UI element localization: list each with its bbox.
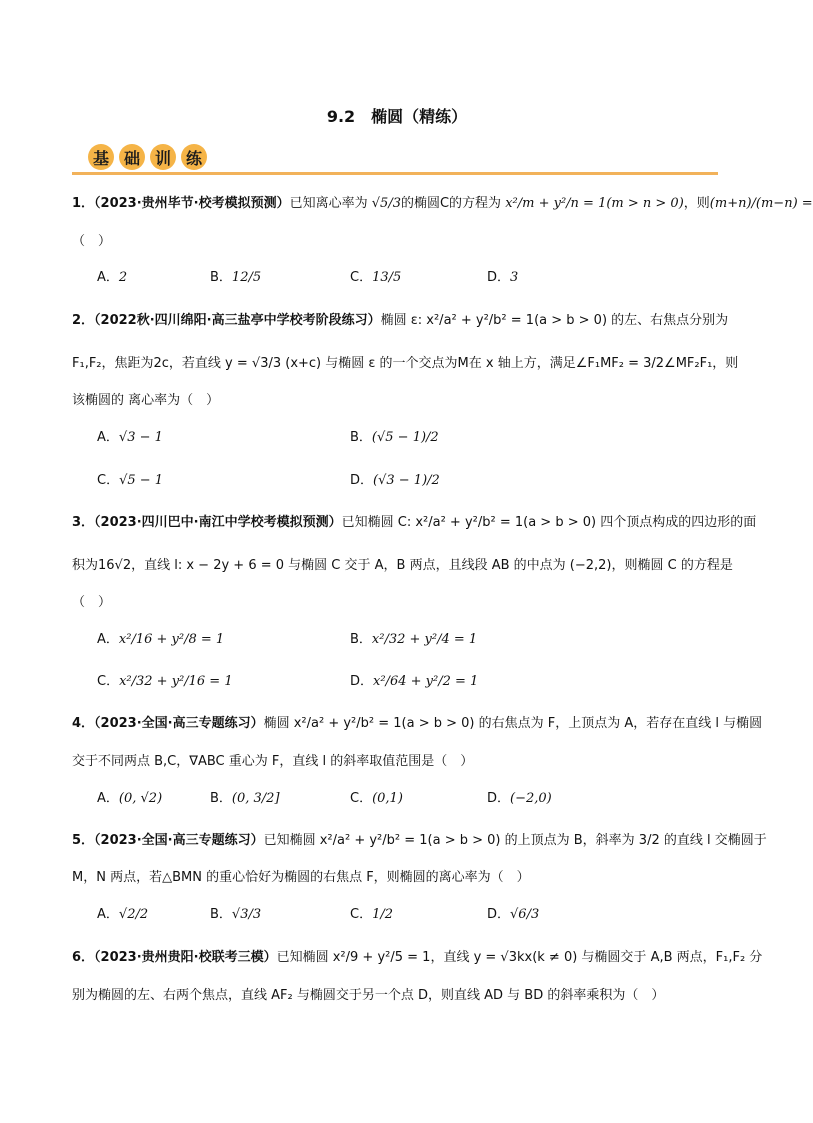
option-d: D．(√3 − 1)/2 [350, 473, 440, 488]
question-text: F₁,F₂，焦距为2c，若直线 y = √3/3 (x+c) 与椭圆 ε 的一个交点为M在 x 轴上方，满足∠F₁MF₂ = 3/2∠MF₂F₁，则 [72, 356, 739, 371]
section-banner [88, 144, 207, 170]
question-number: 5． [72, 833, 95, 848]
option-b: B．(0, 3/2] [210, 791, 280, 806]
option-c: C．√5 − 1 [97, 473, 164, 488]
question-number: 6． [72, 950, 95, 965]
question-source: （2023·全国·高三专题练习） [94, 716, 264, 731]
option-d: D．(−2,0) [487, 791, 552, 806]
question-text: 椭圆 ε: x²/a² + y²/b² = 1(a > b > 0) 的左、右焦点分别为 [380, 313, 729, 328]
banner-char: 基 [88, 144, 114, 170]
question-text: 已知椭圆 x²/a² + y²/b² = 1(a > b > 0) 的上顶点为 B，斜率为 3/2 的直线 l 交椭圆于 [263, 833, 767, 848]
question-text: （ ） [72, 595, 112, 610]
question-source: （2022秋·四川绵阳·高三盐亭中学校考阶段练习） [94, 313, 381, 328]
question-text: 的椭圆C的方程为 [400, 196, 502, 211]
question-4 [72, 712, 762, 731]
banner-char: 练 [181, 144, 207, 170]
option-c: C．x²/32 + y²/16 = 1 [97, 674, 233, 689]
option-b: B．√3/3 [210, 907, 262, 922]
question-text: ，则 [683, 196, 710, 211]
banner-char: 训 [150, 144, 176, 170]
question-6 [72, 946, 762, 965]
option-a: A．2 [97, 270, 128, 285]
math-expression: (m+n)/(m−n) = [709, 196, 813, 211]
option-c: C．13/5 [350, 270, 402, 285]
option-a: A．x²/16 + y²/8 = 1 [97, 632, 225, 647]
question-number: 3． [72, 515, 95, 530]
question-1 [72, 192, 813, 211]
question-text: 该椭圆的 离心率为（ ） [72, 393, 220, 408]
math-expression: x²/m + y²/n = 1(m > n > 0) [505, 196, 684, 211]
question-text: 已知椭圆 C: x²/a² + y²/b² = 1(a > b > 0) 四个顶点构成的四边形的面 [341, 515, 757, 530]
question-text: 已知椭圆 x²/9 + y²/5 = 1，直线 y = √3kx(k ≠ 0) 与椭圆交于 A,B 两点，F₁,F₂ 分 [276, 950, 763, 965]
question-source: （2023·四川巴中·南江中学校考模拟预测） [94, 515, 342, 530]
option-b: B．x²/32 + y²/4 = 1 [350, 632, 478, 647]
option-b: B．(√5 − 1)/2 [350, 430, 439, 445]
option-c: C．(0,1) [350, 791, 403, 806]
question-text: 交于不同两点 B,C，∇ABC 重心为 F，直线 l 的斜率取值范围是（ ） [72, 754, 474, 769]
option-d: D．3 [487, 270, 519, 285]
question-number: 2． [72, 313, 95, 328]
page-title: 9.2 椭圆（精练） [326, 107, 468, 126]
option-d: D．√6/3 [487, 907, 540, 922]
option-a: A．(0, √2) [97, 791, 163, 806]
question-text: 已知离心率为 [289, 196, 368, 211]
section-divider [72, 172, 718, 175]
question-text: 积为16√2，直线 l: x − 2y + 6 = 0 与椭圆 C 交于 A，B 两点，且线段 AB 的中点为 (−2,2)，则椭圆 C 的方程是 [72, 558, 733, 573]
option-c: C．1/2 [350, 907, 393, 922]
question-2 [72, 309, 728, 328]
question-number: 4． [72, 716, 95, 731]
question-3 [72, 511, 756, 530]
option-a: A．√3 − 1 [97, 430, 163, 445]
question-source: （2023·贵州贵阳·校联考三模） [94, 950, 277, 965]
option-a: A．√2/2 [97, 907, 149, 922]
question-text: 椭圆 x²/a² + y²/b² = 1(a > b > 0) 的右焦点为 F，上顶点为 A，若存在直线 l 与椭圆 [263, 716, 763, 731]
question-5 [72, 829, 767, 848]
question-text: M，N 两点，若△BMN 的重心恰好为椭圆的右焦点 F，则椭圆的离心率为（ ） [72, 870, 530, 885]
question-source: （2023·全国·高三专题练习） [94, 833, 264, 848]
banner-char: 础 [119, 144, 145, 170]
answer-blank: （ ） [72, 234, 112, 249]
option-b: B．12/5 [210, 270, 262, 285]
question-text: 别为椭圆的左、右两个焦点，直线 AF₂ 与椭圆交于另一个点 D，则直线 AD 与 BD 的斜率乘积为（ ） [72, 988, 665, 1003]
question-number: 1． [72, 196, 95, 211]
option-d: D．x²/64 + y²/2 = 1 [350, 674, 479, 689]
question-source: （2023·贵州毕节·校考模拟预测） [94, 196, 290, 211]
math-expression: √5/3 [371, 196, 401, 211]
